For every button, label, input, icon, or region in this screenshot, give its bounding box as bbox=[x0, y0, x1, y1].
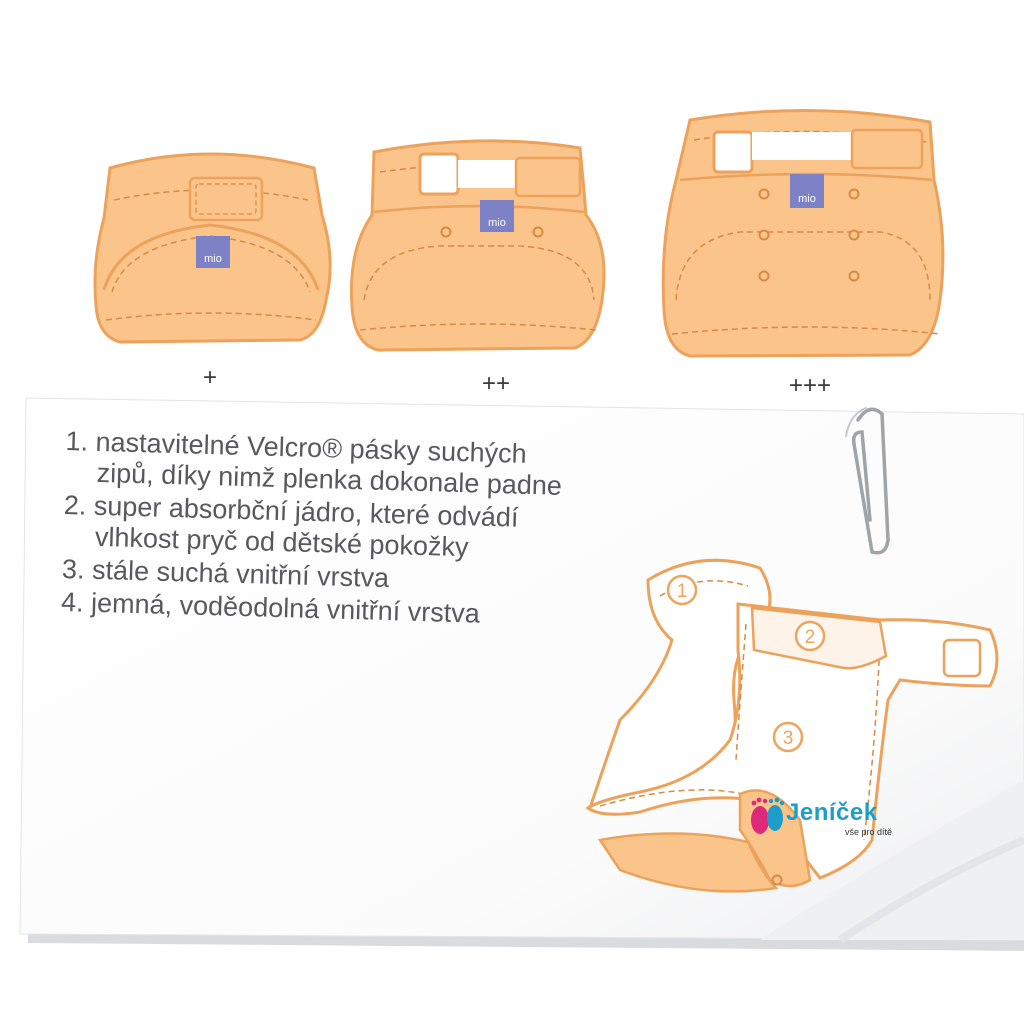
brand-tagline: vše pro dítě bbox=[845, 827, 893, 837]
feature-3-line-1: 3. stále suchá vnitřní vrstva bbox=[61, 553, 390, 594]
feature-1-line-2: zipů, díky nimž plenka dokonale padne bbox=[96, 457, 563, 501]
diaper-medium bbox=[351, 141, 604, 350]
brand-logo bbox=[745, 797, 905, 847]
callout-1-label: 1 bbox=[676, 581, 688, 602]
callout-marker-3 bbox=[774, 723, 802, 751]
feature-4-line-1: 4. jemná, voděodolná vnitřní vrstva bbox=[60, 586, 481, 629]
diaper-brand-label: mio bbox=[488, 217, 506, 229]
callout-3-label: 3 bbox=[782, 728, 794, 749]
diaper-brand-label: mio bbox=[798, 193, 816, 205]
feature-1-line-1: 1. nastavitelné Velcro® pásky suchých bbox=[65, 426, 528, 469]
brand-name: Jeníček bbox=[786, 799, 878, 826]
size-label-small: + bbox=[202, 364, 217, 391]
size-label-large: +++ bbox=[788, 372, 832, 399]
feature-2-line-2: vlhkost pryč od dětské pokožky bbox=[94, 521, 469, 563]
diaper-brand-label: mio bbox=[204, 253, 222, 265]
diaper-small bbox=[95, 154, 330, 342]
feature-list bbox=[61, 428, 726, 640]
size-label-medium: ++ bbox=[481, 370, 511, 397]
diaper-large bbox=[663, 110, 943, 356]
feature-2-line-1: 2. super absorbční jádro, které odvádí bbox=[63, 489, 519, 533]
callout-2-label: 2 bbox=[804, 627, 816, 648]
callout-marker-2 bbox=[796, 622, 824, 650]
